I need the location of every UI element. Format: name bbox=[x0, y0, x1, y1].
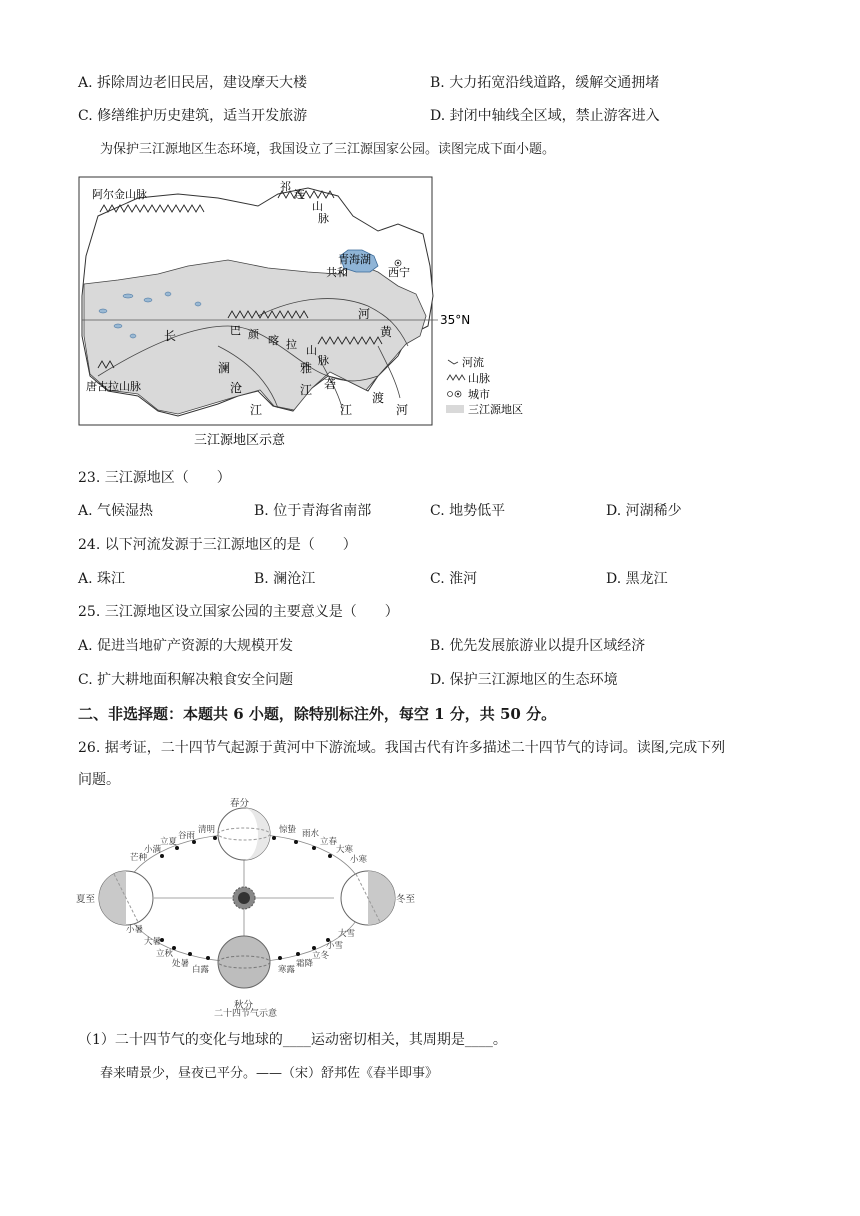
legend-river: 河流 bbox=[462, 356, 484, 369]
label-chang: 长 bbox=[164, 329, 177, 343]
q24-option-d: D. 黑龙江 bbox=[606, 571, 668, 587]
label-altun: 阿尔金山脉 bbox=[92, 188, 147, 201]
term-xiaoxue: 小雪 bbox=[326, 941, 344, 951]
earth-qiufen bbox=[218, 936, 270, 988]
q26-poem: 春来晴景少，昼夜已平分。——（宋）舒邦佐《春半即事》 bbox=[100, 1066, 439, 1081]
label-he: 河 bbox=[358, 307, 371, 321]
q24-option-a: A. 珠江 bbox=[78, 571, 126, 587]
term-lichun: 立春 bbox=[320, 837, 338, 847]
term-dongzhi: 冬至 bbox=[396, 894, 416, 905]
term-shuangjiang: 霜降 bbox=[296, 959, 314, 969]
q22-option-a: A. 拆除周边老旧民居，建设摩天大楼 bbox=[78, 75, 308, 91]
earth-dongzhi bbox=[341, 871, 395, 925]
q25-option-c: C. 扩大耕地面积解决粮食安全问题 bbox=[78, 672, 294, 688]
q26-sub-1: （1）二十四节气的变化与地球的____运动密切相关，其周期是____。 bbox=[78, 1032, 507, 1048]
label-xining: 西宁 bbox=[388, 266, 410, 279]
term-guyu: 谷雨 bbox=[178, 831, 196, 841]
label-tanggula: 唐古拉山脉 bbox=[86, 380, 141, 393]
map-legend bbox=[446, 355, 523, 416]
term-liqiu: 立秋 bbox=[156, 949, 174, 959]
label-ba: 巴 bbox=[230, 324, 241, 337]
term-chushu: 处暑 bbox=[172, 959, 190, 969]
q22-option-b: B. 大力拓宽沿线道路，缓解交通拥堵 bbox=[430, 75, 660, 91]
legend-city: 城市 bbox=[468, 388, 490, 401]
legend-mountain: 山脉 bbox=[468, 372, 490, 385]
label-qilian-1: 祁 bbox=[280, 180, 291, 193]
term-xiazhi: 夏至 bbox=[76, 894, 96, 905]
legend-river-icon bbox=[448, 360, 458, 364]
label-lu: 砻 bbox=[324, 377, 337, 391]
earth-xiazhi bbox=[99, 871, 153, 925]
q25-option-a: A. 促进当地矿产资源的大规模开发 bbox=[78, 638, 294, 654]
q23-option-c: C. 地势低平 bbox=[430, 503, 506, 519]
q23-stem: 23. 三江源地区（ ） bbox=[78, 470, 231, 486]
earth-chunfen bbox=[218, 808, 270, 860]
label-ya: 雅 bbox=[300, 361, 313, 375]
label-qinghai-lake: 青海湖 bbox=[338, 253, 371, 266]
term-yushui: 雨水 bbox=[302, 829, 320, 839]
label-jiang-3: 江 bbox=[340, 403, 353, 417]
label-cang: 沧 bbox=[230, 381, 243, 395]
label-qilian-3: 山 bbox=[312, 200, 323, 213]
label-la: 拉 bbox=[286, 338, 297, 351]
q26-stem-line-1: 26. 据考证，二十四节气起源于黄河中下游流域。我国古代有许多描述二十四节气的诗词。读图,完成下列 bbox=[78, 740, 726, 756]
label-qilian-2: 连 bbox=[294, 188, 305, 201]
q25-option-d: D. 保护三江源地区的生态环境 bbox=[430, 672, 618, 688]
label-jiang-2: 江 bbox=[300, 383, 313, 397]
term-xiaohan: 小寒 bbox=[350, 855, 368, 865]
q25-stem: 25. 三江源地区设立国家公园的主要意义是（ ） bbox=[78, 604, 399, 620]
legend-mountain-icon bbox=[447, 375, 465, 380]
q22-option-c: C. 修缮维护历史建筑，适当开发旅游 bbox=[78, 108, 308, 124]
legend-region: 三江源地区 bbox=[468, 403, 523, 416]
term-xiaoman: 小满 bbox=[144, 845, 162, 855]
label-35n: 35°N bbox=[440, 313, 471, 327]
q24-option-b: B. 澜沧江 bbox=[254, 571, 316, 587]
section-2-heading: 二、非选择题：本题共 6 小题，除特别标注外，每空 1 分，共 50 分。 bbox=[78, 705, 557, 723]
label-du: 渡 bbox=[372, 391, 385, 405]
term-bailu: 白露 bbox=[192, 965, 210, 975]
label-lan: 澜 bbox=[218, 361, 231, 375]
term-dashu: 大暑 bbox=[144, 937, 162, 947]
label-huang: 黄 bbox=[380, 325, 393, 339]
solar-terms-orbit-figure bbox=[74, 798, 424, 1020]
label-qilian-4: 脉 bbox=[318, 212, 329, 225]
map-caption: 三江源地区示意 bbox=[194, 433, 286, 448]
q24-option-c: C. 淮河 bbox=[430, 571, 478, 587]
legend-region-icon bbox=[446, 405, 464, 413]
term-jingzhe: 惊蛰 bbox=[279, 825, 297, 835]
sanjiangyuan-map bbox=[78, 176, 538, 452]
term-lidong: 立冬 bbox=[312, 951, 330, 961]
term-qingming: 清明 bbox=[198, 825, 216, 835]
q23-option-d: D. 河湖稀少 bbox=[606, 503, 682, 519]
q22-option-d: D. 封闭中轴线全区域，禁止游客进入 bbox=[430, 108, 660, 124]
term-lixia: 立夏 bbox=[160, 837, 178, 847]
q26-stem-line-2: 问题。 bbox=[78, 772, 120, 788]
term-xiaoshu: 小暑 bbox=[126, 925, 144, 935]
label-gonghe: 共和 bbox=[326, 266, 348, 279]
orbit-caption: 二十四节气示意 bbox=[214, 1009, 278, 1019]
label-yan: 颜 bbox=[248, 328, 259, 341]
term-dahan: 大寒 bbox=[336, 845, 354, 855]
label-ka: 喀 bbox=[268, 334, 279, 347]
intro-paragraph: 为保护三江源地区生态环境，我国设立了三江源国家公园。读图完成下面小题。 bbox=[100, 142, 556, 157]
term-hanlu: 寒露 bbox=[278, 965, 296, 975]
label-shan: 山 bbox=[306, 344, 317, 357]
label-mai: 脉 bbox=[318, 354, 329, 367]
legend-city-icon bbox=[448, 392, 453, 397]
q23-option-a: A. 气候湿热 bbox=[78, 503, 154, 519]
q23-option-b: B. 位于青海省南部 bbox=[254, 503, 372, 519]
term-chunfen: 春分 bbox=[230, 798, 250, 809]
label-jiang-1: 江 bbox=[250, 403, 263, 417]
q25-option-b: B. 优先发展旅游业以提升区域经济 bbox=[430, 638, 646, 654]
term-mangzhong: 芒种 bbox=[130, 853, 148, 863]
term-qiufen: 秋分 bbox=[234, 1000, 254, 1011]
q24-stem: 24. 以下河流发源于三江源地区的是（ ） bbox=[78, 537, 357, 553]
label-he-2: 河 bbox=[396, 403, 409, 417]
term-daxue: 大雪 bbox=[338, 929, 356, 939]
